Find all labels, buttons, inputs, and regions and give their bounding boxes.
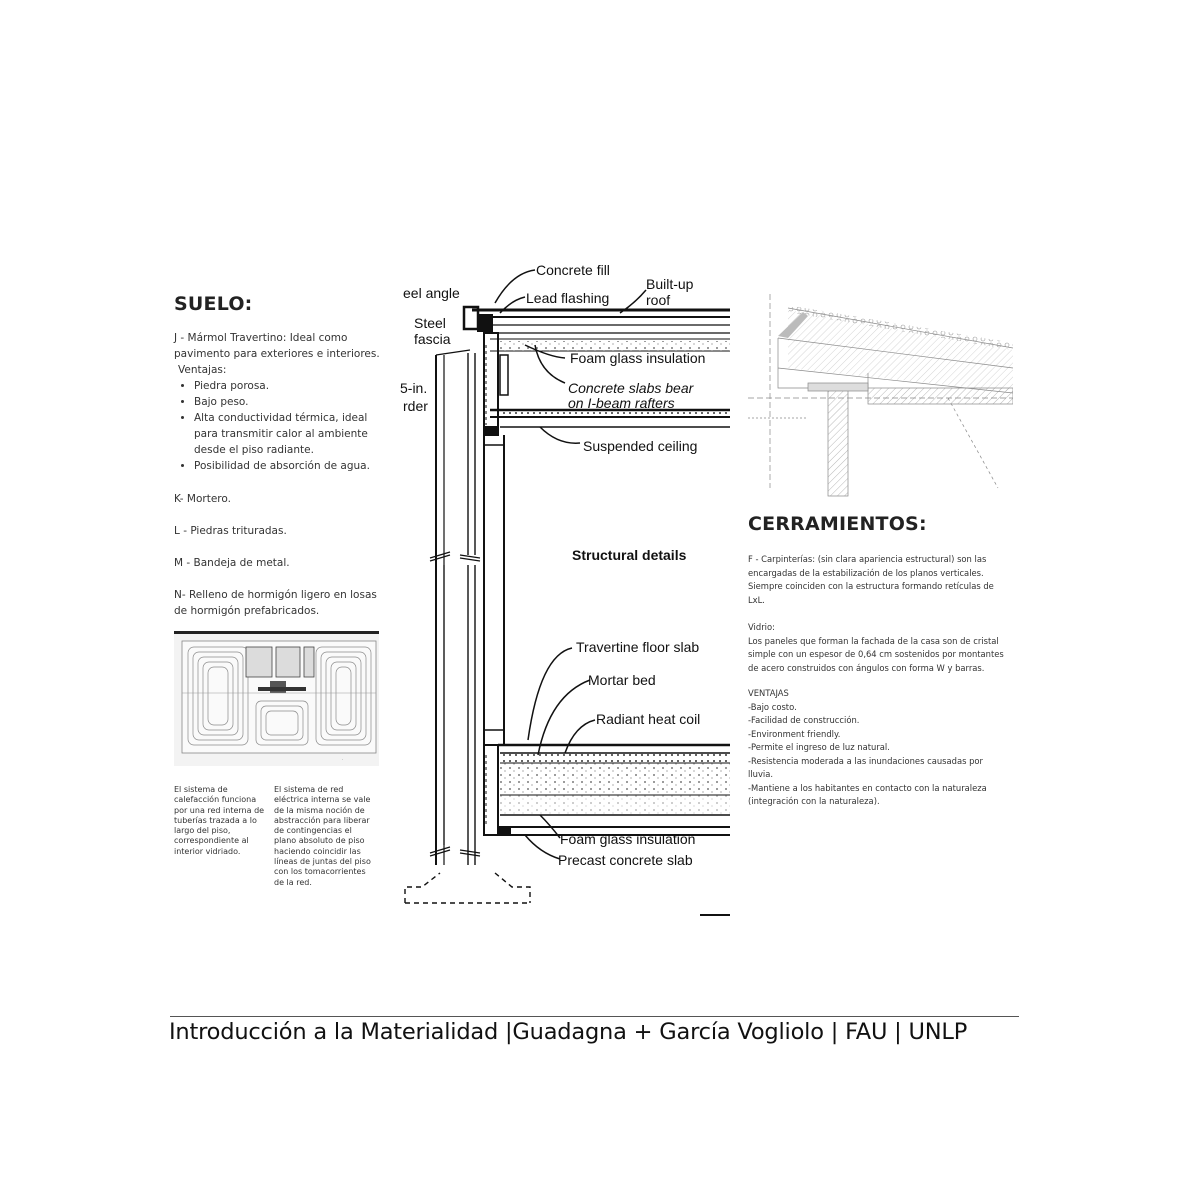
caption-electric-line: con los tomacorrientes bbox=[274, 867, 366, 877]
caption-electric-line: de la red. bbox=[274, 877, 312, 887]
radiant-floor-plan-drawing bbox=[174, 631, 379, 766]
label-radiant-heat: Radiant heat coil bbox=[596, 711, 701, 727]
caption-heating-line: tuberías trazada a lo bbox=[174, 815, 257, 825]
caption-heating-line: calefacción funciona bbox=[174, 795, 257, 805]
suelo-item-n-line2: de hormigón prefabricados. bbox=[174, 605, 320, 617]
label-foam-glass-top: Foam glass insulation bbox=[570, 350, 706, 366]
caption-electric-line: plano absoluto de piso bbox=[274, 836, 365, 846]
caption-electric-line: abstracción para liberar bbox=[274, 815, 370, 825]
ventajas-line: -Bajo costo. bbox=[748, 701, 797, 712]
suelo-bullet-continuation: para transmitir calor al ambiente bbox=[194, 428, 368, 440]
caption-electric-line: de contingencias el bbox=[274, 826, 352, 836]
label-suspended-ceiling: Suspended ceiling bbox=[583, 438, 698, 454]
vidrio-line: simple con un espesor de 0,64 cm sostenidos por montantes bbox=[748, 649, 1004, 659]
suelo-item-l: L - Piedras trituradas. bbox=[174, 525, 287, 537]
label-concrete-slabs-1: Concrete slabs bear bbox=[568, 380, 694, 396]
suelo-intro-line2: pavimento para exteriores e interiores. bbox=[174, 348, 380, 360]
footer-divider bbox=[170, 1016, 1019, 1017]
caption-heating-line: interior vidriado. bbox=[174, 846, 241, 856]
carpinterias-line: LxL. bbox=[748, 594, 765, 605]
caption-heating-line: correspondiente al bbox=[174, 836, 249, 846]
ventajas-line: -Resistencia moderada a las inundaciones causadas por bbox=[748, 755, 983, 766]
carpinterias-line: Siempre coinciden con la estructura formando retículas de bbox=[748, 581, 994, 591]
footer-credits: Introducción a la Materialidad |Guadagna + García Vogliolo | FAU | UNLP bbox=[169, 1019, 968, 1045]
suelo-item-k: K- Mortero. bbox=[174, 493, 231, 505]
cerramientos-ventajas bbox=[748, 687, 1018, 809]
label-steel-angle: eel angle bbox=[403, 285, 460, 301]
vidrio-line: Los paneles que forman la fachada de la casa son de cristal bbox=[748, 635, 999, 646]
suelo-item-n bbox=[174, 587, 389, 619]
caption-electric-line: líneas de juntas del piso bbox=[274, 857, 371, 867]
label-concrete-slabs-2: on I-beam rafters bbox=[568, 395, 675, 411]
ventajas-line: -Permite el ingreso de luz natural. bbox=[748, 742, 890, 752]
suelo-bullet-continuation: desde el piso radiante. bbox=[194, 444, 314, 456]
ventajas-line: -Mantiene a los habitantes en contacto con la naturaleza bbox=[748, 782, 987, 793]
caption-heating bbox=[174, 785, 274, 857]
suelo-text-block bbox=[174, 330, 389, 474]
label-steel-fascia-2: fascia bbox=[414, 331, 451, 347]
vidrio-line: de acero construidos con ángulos con forma W y barras. bbox=[748, 662, 985, 673]
label-mortar-bed: Mortar bed bbox=[588, 672, 656, 688]
cerramientos-title: CERRAMIENTOS: bbox=[748, 513, 927, 535]
caption-electric-line: El sistema de red bbox=[274, 785, 344, 794]
suelo-bullet: • Piedra porosa. bbox=[194, 378, 389, 394]
label-foam-glass-bottom: Foam glass insulation bbox=[560, 831, 696, 847]
label-travertine: Travertine floor slab bbox=[576, 639, 700, 655]
ventajas-line: (integración con la naturaleza). bbox=[748, 796, 880, 806]
carpinterias-line: encargadas de la estabilización de los planos verticales. bbox=[748, 567, 984, 578]
caption-heating-line: El sistema de bbox=[174, 785, 228, 794]
suelo-bullet: • Posibilidad de absorción de agua. bbox=[194, 458, 389, 474]
suelo-title: SUELO: bbox=[174, 293, 253, 315]
suelo-intro-line1: J - Mármol Travertino: Ideal como bbox=[174, 332, 348, 344]
ventajas-line: -Environment friendly. bbox=[748, 728, 841, 739]
ventajas-label: VENTAJAS bbox=[748, 688, 789, 698]
suelo-bullet-list bbox=[174, 378, 389, 474]
ventajas-line: lluvia. bbox=[748, 769, 774, 779]
caption-electric bbox=[274, 785, 384, 888]
structural-section-drawing bbox=[400, 255, 735, 920]
suelo-bullet: • Alta conductividad térmica, ideal bbox=[194, 410, 389, 426]
caption-heating-line: por una red interna de bbox=[174, 805, 265, 815]
label-concrete-fill: Concrete fill bbox=[536, 262, 610, 278]
suelo-item-m: M - Bandeja de metal. bbox=[174, 557, 290, 569]
roof-edge-detail-drawing bbox=[748, 288, 1013, 498]
caption-electric-line: eléctrica interna se vale bbox=[274, 795, 371, 805]
caption-heating-line: largo del piso, bbox=[174, 826, 231, 836]
suelo-bullet: • Bajo peso. bbox=[194, 394, 389, 410]
suelo-item-n-line1: N- Relleno de hormigón ligero en losas bbox=[174, 589, 377, 601]
label-steel-fascia-1: Steel bbox=[414, 315, 446, 331]
label-girder-1: 5-in. bbox=[400, 380, 428, 396]
suelo-ventajas-label: Ventajas: bbox=[178, 364, 227, 376]
label-precast: Precast concrete slab bbox=[558, 852, 693, 868]
ventajas-line: -Facilidad de construcción. bbox=[748, 715, 860, 725]
svg-text:.: . bbox=[342, 756, 344, 761]
carpinterias-line: F - Carpinterías: (sin clara apariencia estructural) son las bbox=[748, 554, 987, 564]
cerramientos-vidrio bbox=[748, 621, 1018, 675]
label-lead-flashing: Lead flashing bbox=[526, 290, 610, 306]
label-girder-2: rder bbox=[403, 398, 428, 414]
caption-electric-line: haciendo coincidir las bbox=[274, 846, 361, 856]
label-built-up-2: roof bbox=[646, 292, 671, 308]
cerramientos-carpinterias bbox=[748, 553, 1018, 607]
label-built-up-1: Built-up bbox=[646, 276, 694, 292]
vidrio-label: Vidrio: bbox=[748, 622, 775, 632]
label-structural-details: Structural details bbox=[572, 547, 687, 563]
caption-electric-line: de la misma noción de bbox=[274, 805, 365, 815]
